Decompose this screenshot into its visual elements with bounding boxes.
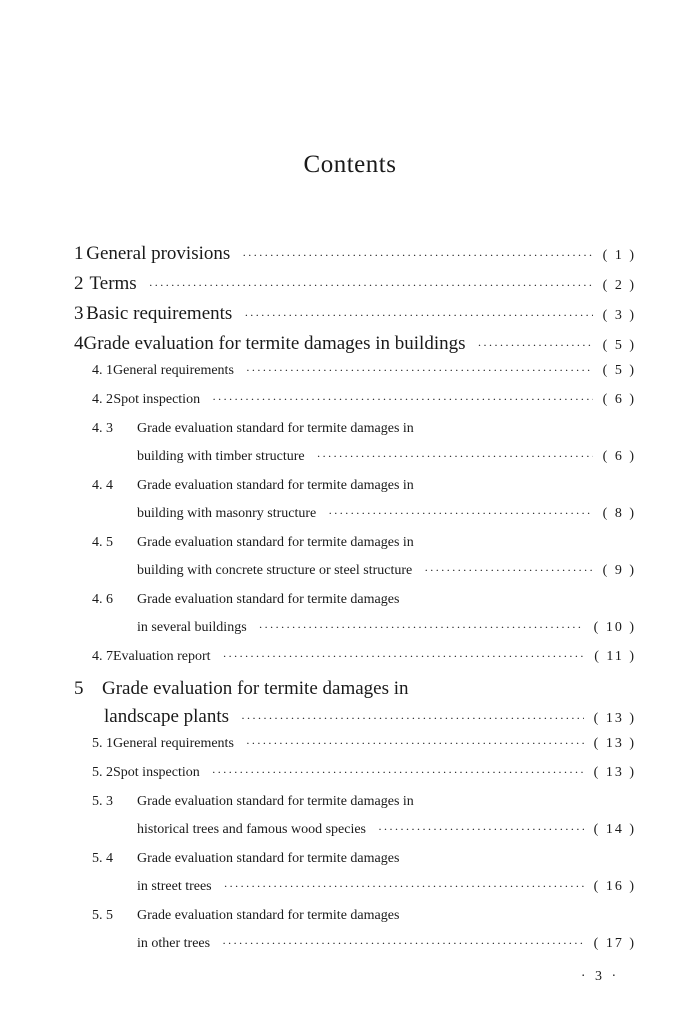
toc-leader-dots — [328, 506, 592, 521]
toc-leader-dots — [241, 711, 584, 726]
toc-page-number: ( 3 ) — [602, 308, 636, 323]
toc-title: Spot inspection — [113, 765, 200, 780]
toc-number: 4. 2 — [92, 392, 113, 407]
toc-title: Grade evaluation standard for termite damages in — [137, 794, 414, 809]
toc-number: 4. 3 — [92, 421, 113, 436]
toc-page-number: ( 5 ) — [602, 363, 636, 378]
toc-page-number: ( 11 ) — [594, 649, 636, 664]
toc-number: 5. 5 — [92, 908, 113, 923]
toc-number: 5. 2 — [92, 765, 113, 780]
toc-title: General requirements — [113, 736, 234, 751]
toc-title: historical trees and famous wood species — [137, 822, 366, 837]
toc-page-number: ( 17 ) — [593, 936, 636, 951]
toc-title: building with masonry structure — [137, 506, 317, 521]
toc-section-row[interactable] — [92, 478, 636, 494]
toc-title: Grade evaluation standard for termite damages — [137, 908, 400, 923]
toc-page-number: ( 13 ) — [593, 765, 636, 780]
toc-leader-dots — [242, 248, 592, 263]
toc-leader-dots — [222, 936, 584, 951]
toc-section-row[interactable] — [92, 649, 636, 665]
toc-title: Grade evaluation for termite damages in buildings — [83, 333, 466, 354]
toc-section-row[interactable] — [137, 563, 636, 579]
toc-page-number: ( 5 ) — [602, 338, 636, 353]
toc-page-number: ( 9 ) — [602, 563, 636, 578]
toc-page-number: ( 13 ) — [593, 736, 636, 751]
toc-leader-dots — [259, 620, 584, 635]
toc-title: in several buildings — [137, 620, 247, 635]
toc-number: 3 — [74, 303, 84, 324]
toc-leader-dots — [223, 649, 585, 664]
toc-title: Grade evaluation standard for termite damages in — [137, 478, 414, 493]
toc-leader-dots — [246, 736, 584, 751]
toc-title: Basic requirements — [86, 303, 233, 324]
toc-title: General provisions — [86, 243, 231, 264]
toc-leader-dots — [244, 308, 592, 323]
toc-number: 1 — [74, 243, 84, 264]
toc-number: 2 — [74, 273, 84, 294]
toc-page-number: ( 1 ) — [602, 248, 636, 263]
toc-number: 4 — [74, 333, 84, 354]
toc-number: 4. 6 — [92, 592, 113, 607]
toc-section-row[interactable] — [92, 421, 636, 437]
toc-page-number: ( 8 ) — [602, 506, 636, 521]
toc-section-row[interactable] — [137, 620, 636, 636]
toc-number: 4. 1 — [92, 363, 113, 378]
toc-chapter-row[interactable] — [104, 706, 636, 728]
toc-number: 5. 1 — [92, 736, 113, 751]
toc-title: in other trees — [137, 936, 211, 951]
toc-section-row[interactable] — [92, 363, 636, 379]
toc-title: Terms — [89, 273, 137, 294]
toc-title: Grade evaluation standard for termite damages — [137, 592, 400, 607]
toc-section-row[interactable] — [92, 592, 636, 608]
toc-page-number: ( 13 ) — [593, 711, 636, 726]
toc-title: landscape plants — [104, 706, 230, 727]
toc-page-number: ( 16 ) — [593, 879, 636, 894]
toc-section-row[interactable] — [92, 765, 636, 781]
toc-leader-dots — [317, 449, 593, 464]
toc-chapter-row[interactable] — [74, 333, 636, 355]
toc-section-row[interactable] — [92, 851, 636, 867]
toc-section-row[interactable] — [92, 794, 636, 810]
toc-section-row[interactable] — [137, 506, 636, 522]
toc-number: 5 — [74, 678, 84, 699]
toc-title: Grade evaluation standard for termite damages in — [137, 421, 414, 436]
toc-title: Evaluation report — [113, 649, 211, 664]
toc-leader-dots — [478, 338, 593, 353]
toc-page-number: ( 2 ) — [602, 278, 636, 293]
toc-number: 4. 4 — [92, 478, 113, 493]
toc-title: Grade evaluation for termite damages in — [102, 678, 409, 699]
toc-leader-dots — [246, 363, 593, 378]
toc-leader-dots — [149, 278, 593, 293]
toc-section-row[interactable] — [92, 535, 636, 551]
toc-page-number: ( 6 ) — [602, 392, 636, 407]
toc-section-row[interactable] — [137, 936, 636, 952]
toc-page-number: ( 6 ) — [602, 449, 636, 464]
toc-section-row[interactable] — [137, 822, 636, 838]
toc-number: 4. 7 — [92, 649, 113, 664]
toc-leader-dots — [212, 392, 593, 407]
toc-title: in street trees — [137, 879, 212, 894]
toc-leader-dots — [224, 879, 584, 894]
toc-chapter-row[interactable] — [74, 678, 636, 700]
toc-section-row[interactable] — [92, 392, 636, 408]
toc-section-row[interactable] — [92, 908, 636, 924]
toc-leader-dots — [212, 765, 584, 780]
toc-page-number: ( 10 ) — [593, 620, 636, 635]
toc-title: Spot inspection — [113, 392, 201, 407]
page-number: · 3 · — [580, 969, 620, 984]
toc-section-row[interactable] — [137, 449, 636, 465]
toc-chapter-row[interactable] — [74, 273, 636, 295]
toc-title: Grade evaluation standard for termite damages in — [137, 535, 414, 550]
toc-section-row[interactable] — [92, 736, 636, 752]
toc-section-row[interactable] — [137, 879, 636, 895]
toc-number: 5. 4 — [92, 851, 113, 866]
toc-title: building with concrete structure or steel structure — [137, 563, 413, 578]
toc-title: Grade evaluation standard for termite damages — [137, 851, 400, 866]
toc-number: 5. 3 — [92, 794, 113, 809]
toc-chapter-row[interactable] — [74, 243, 636, 265]
toc-title: building with timber structure — [137, 449, 305, 464]
toc-chapter-row[interactable] — [74, 303, 636, 325]
toc-page-number: ( 14 ) — [593, 822, 636, 837]
page-title: Contents — [303, 151, 397, 178]
toc-number: 4. 5 — [92, 535, 113, 550]
toc-title: General requirements — [113, 363, 234, 378]
toc-leader-dots — [424, 563, 592, 578]
toc-leader-dots — [378, 822, 584, 837]
